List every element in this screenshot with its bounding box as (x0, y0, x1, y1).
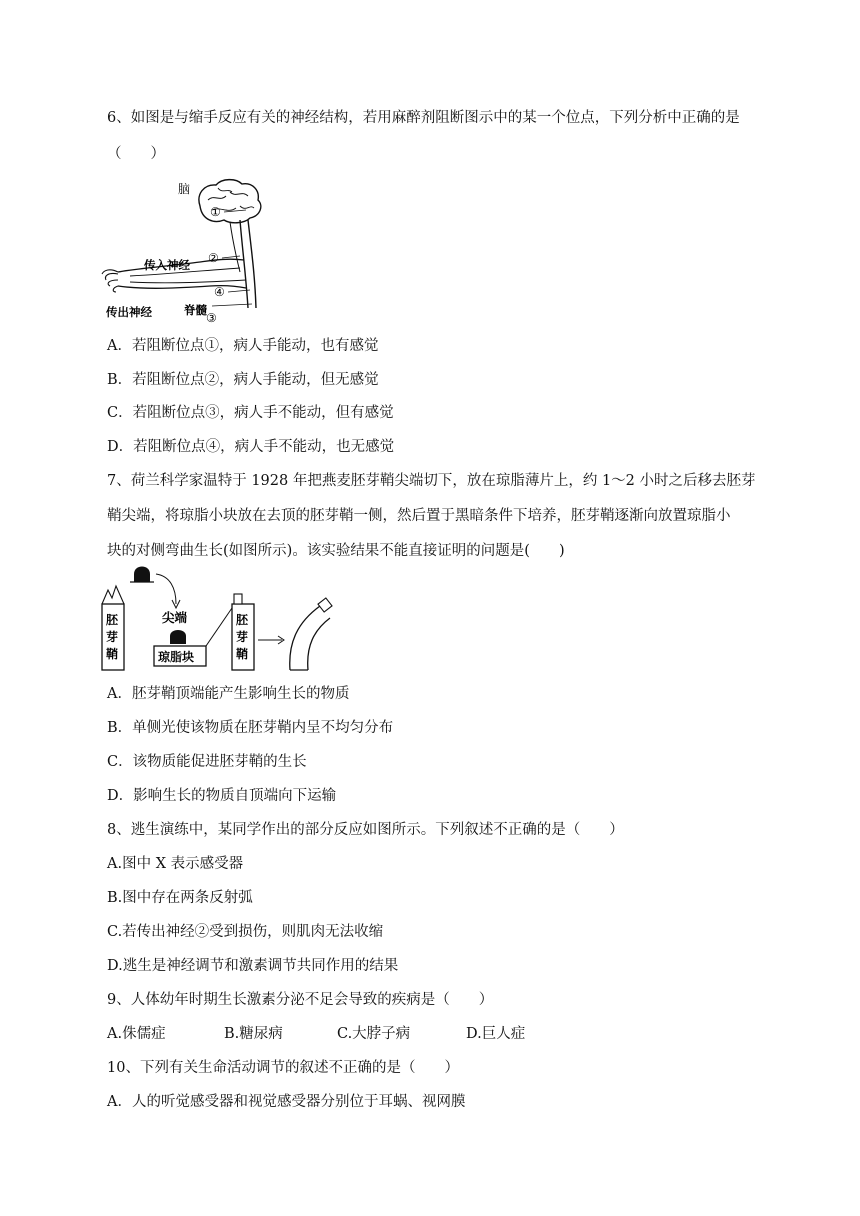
q9-option-d: D.巨人症 (466, 1026, 526, 1042)
q6-option-a: A．若阻断位点①，病人手能动，也有感觉 (107, 338, 379, 354)
q6-option-c: C．若阻断位点③，病人手不能动，但有感觉 (107, 405, 394, 421)
q7-c2-char1: 胚 (236, 613, 249, 627)
q7-c2-char3: 鞘 (236, 647, 249, 661)
q6-label-efferent: 传出神经 (106, 305, 152, 319)
q10-option-a: A．人的听觉感受器和视觉感受器分别位于耳蜗、视网膜 (107, 1094, 466, 1110)
q6-label-afferent: 传入神经 (144, 258, 190, 272)
q7-stem-line2: 鞘尖端，将琼脂小块放在去顶的胚芽鞘一侧，然后置于黑暗条件下培养，胚芽鞘逐渐向放置琼脂小 (107, 508, 731, 524)
q7-c1-char2: 芽 (106, 630, 119, 644)
q8-stem: 8、逃生演练中，某同学作出的部分反应如图所示。下列叙述不正确的是（ ） (107, 822, 624, 838)
q9-option-a: A.侏儒症 (107, 1026, 166, 1042)
q8-option-a: A.图中 X 表示感受器 (107, 856, 244, 872)
q6-option-d: D．若阻断位点④，病人手不能动，也无感觉 (107, 439, 395, 455)
q6-stem-line1: 6、如图是与缩手反应有关的神经结构，若用麻醉剂阻断图示中的某一个位点，下列分析中正确的是 (107, 110, 740, 126)
q8-option-c: C.若传出神经②受到损伤，则肌肉无法收缩 (107, 924, 384, 940)
q7-option-a: A．胚芽鞘顶端能产生影响生长的物质 (107, 686, 350, 702)
q6-point-4: ④ (214, 285, 225, 299)
q7-stem-line1: 7、荷兰科学家温特于 1928 年把燕麦胚芽鞘尖端切下，放在琼脂薄片上，约 1～2 小时之后移去胚芽 (107, 473, 756, 489)
q6-label-brain: 脑 (178, 182, 191, 196)
q10-stem: 10、下列有关生命活动调节的叙述不正确的是（ ） (107, 1060, 459, 1076)
q6-neural-figure (100, 176, 270, 326)
q6-point-2: ② (208, 251, 219, 265)
q7-option-d: D．影响生长的物质自顶端向下运输 (107, 788, 337, 804)
q8-option-d: D.逃生是神经调节和激素调节共同作用的结果 (107, 958, 399, 974)
q6-label-spinal-cord: 脊髓 (184, 303, 207, 317)
q7-stem-line3: 块的对侧弯曲生长(如图所示)。该实验结果不能直接证明的问题是( ) (107, 543, 565, 559)
q7-label-tip: 尖端 (162, 610, 188, 625)
q9-option-c: C.大脖子病 (337, 1026, 411, 1042)
q7-coleoptile-figure (98, 560, 358, 680)
q6-stem-line2: （ ） (107, 146, 165, 162)
q6-point-1: ① (210, 205, 221, 219)
q7-label-agar: 琼脂块 (158, 650, 195, 664)
q9-option-b: B.糖尿病 (224, 1026, 283, 1042)
q8-option-b: B.图中存在两条反射弧 (107, 890, 253, 906)
q7-c1-char1: 胚 (106, 613, 119, 627)
q7-option-b: B．单侧光使该物质在胚芽鞘内呈不均匀分布 (107, 720, 394, 736)
q7-c2-char2: 芽 (236, 630, 249, 644)
q7-c1-char3: 鞘 (106, 647, 119, 661)
q7-option-c: C．该物质能促进胚芽鞘的生长 (107, 754, 307, 770)
q6-point-3: ③ (206, 311, 217, 325)
q6-option-b: B．若阻断位点②，病人手能动，但无感觉 (107, 372, 379, 388)
q9-stem: 9、人体幼年时期生长激素分泌不足会导致的疾病是（ ） (107, 992, 494, 1008)
